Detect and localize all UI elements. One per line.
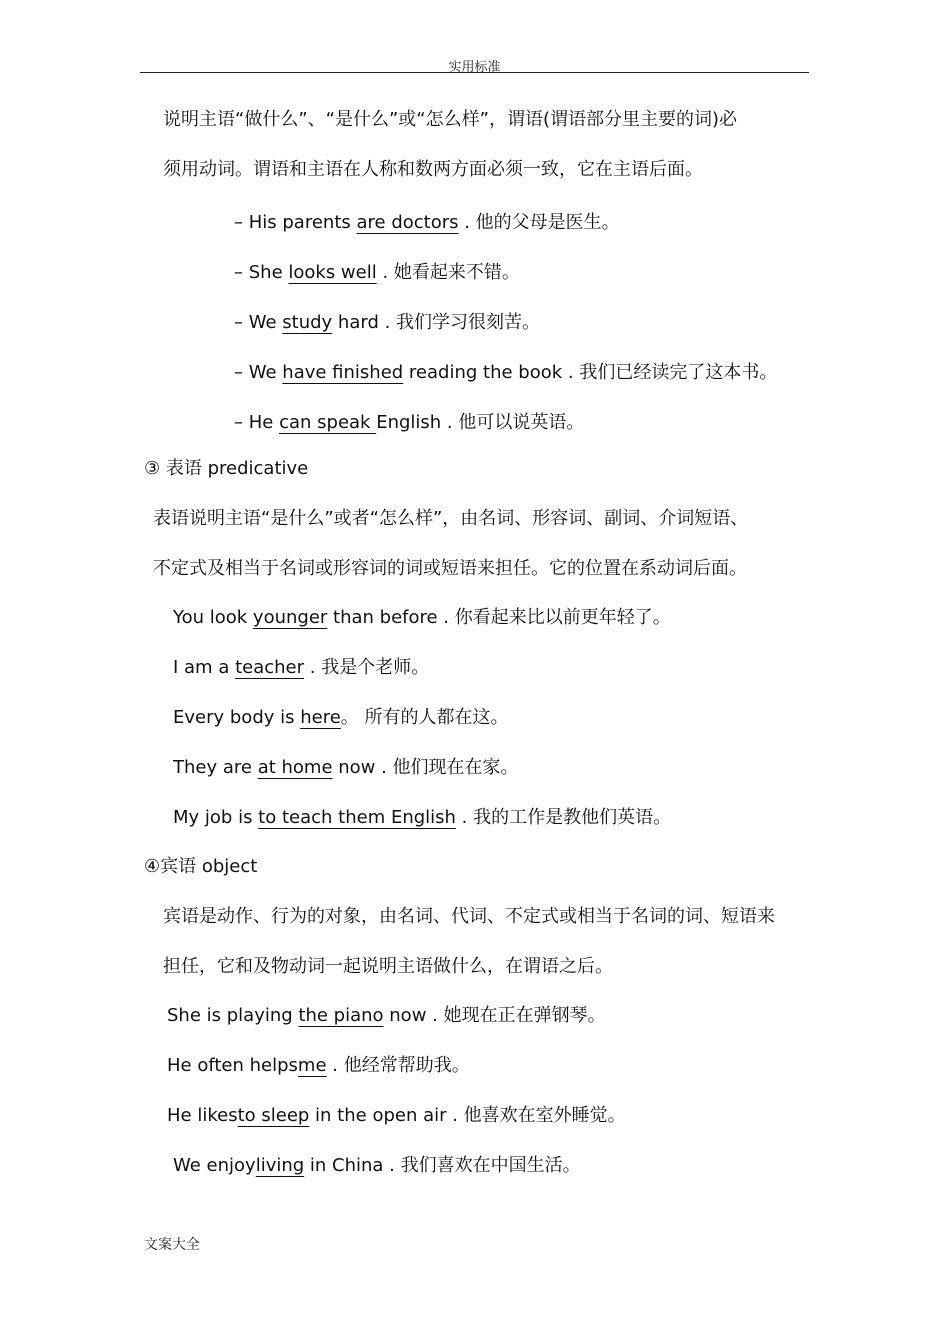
sentence-text: . 他经常帮助我。 (326, 1055, 470, 1076)
underlined-phrase: here (300, 707, 341, 728)
sentence-text: hard . 我们学习很刻苦。 (332, 312, 541, 333)
bullet-dash: – (234, 212, 243, 233)
example-sentence (234, 261, 520, 285)
sentence-text: now . 他们现在在家。 (332, 757, 519, 778)
sentence-text: in the open air . 他喜欢在室外睡觉。 (309, 1105, 626, 1126)
example-sentence (234, 411, 584, 435)
sentence-text: She (248, 262, 289, 283)
sentence-text: in China . 我们喜欢在中国生活。 (304, 1155, 581, 1176)
sentence-text: We (248, 362, 283, 383)
object-para-line-2: 担任，它和及物动词一起说明主语做什么，在谓语之后。 (163, 956, 613, 977)
example-sentence (173, 806, 671, 830)
sentence-text: They are (173, 757, 258, 778)
example-sentence (173, 656, 429, 680)
example-sentence (173, 756, 519, 780)
underlined-phrase: to teach them English (258, 807, 456, 828)
example-sentence (167, 1054, 470, 1078)
underlined-phrase: the piano (298, 1005, 384, 1026)
sentence-text: . 她看起来不错。 (376, 262, 520, 283)
sentence-text: I am a (173, 657, 236, 678)
sentence-text: His parents (248, 212, 357, 233)
bullet-dash: – (234, 412, 243, 433)
example-sentence (234, 211, 620, 235)
underlined-phrase: me (297, 1055, 327, 1076)
example-sentence (173, 1154, 581, 1178)
sentence-text: He (248, 412, 280, 433)
sentence-text: . 他的父母是医生。 (458, 212, 620, 233)
sentence-text: Every body is (173, 707, 301, 728)
underlined-phrase: are doctors (356, 212, 459, 233)
predicative-para-line-2: 不定式及相当于名词或形容词的词或短语来担任。它的位置在系动词后面。 (153, 558, 747, 579)
example-sentence (167, 1104, 626, 1128)
section-heading-object: ④宾语 object (144, 856, 258, 877)
underlined-phrase: looks well (288, 262, 377, 283)
sentence-text: He likes (167, 1105, 238, 1126)
section-heading-predicative: ③ 表语 predicative (144, 458, 309, 479)
sentence-text: My job is (173, 807, 259, 828)
example-sentence (167, 1004, 606, 1028)
sentence-text: He often helps (167, 1055, 298, 1076)
underlined-phrase: teacher (235, 657, 305, 678)
underlined-phrase: living (255, 1155, 305, 1176)
sentence-text: 。 所有的人都在这。 (340, 707, 509, 728)
sentence-text: We (248, 312, 283, 333)
underlined-phrase: to sleep (237, 1105, 310, 1126)
subject-para-line-2: 须用动词。谓语和主语在人称和数两方面必须一致，它在主语后面。 (163, 159, 703, 180)
bullet-dash: – (234, 312, 243, 333)
sentence-text: You look (173, 607, 253, 628)
sentence-text: than before . 你看起来比以前更年轻了。 (327, 607, 671, 628)
sentence-text: We enjoy (173, 1155, 256, 1176)
sentence-text: . 我是个老师。 (304, 657, 430, 678)
sentence-text: now . 她现在正在弹钢琴。 (383, 1005, 606, 1026)
header-rule (140, 72, 809, 73)
underlined-phrase: can speak (279, 412, 377, 433)
page-footer: 文案大全 (144, 1237, 200, 1253)
sentence-text: English . 他可以说英语。 (376, 412, 585, 433)
underlined-phrase: younger (252, 607, 328, 628)
sentence-text: . 我的工作是教他们英语。 (455, 807, 672, 828)
predicative-para-line-1: 表语说明主语“是什么”或者“怎么样”，由名词、形容词、副词、介词短语、 (153, 508, 749, 529)
example-sentence (234, 311, 540, 335)
example-sentence (173, 706, 509, 730)
bullet-dash: – (234, 262, 243, 283)
underlined-phrase: study (282, 312, 333, 333)
sentence-text: reading the book . 我们已经读完了这本书。 (403, 362, 778, 383)
underlined-phrase: at home (257, 757, 333, 778)
underlined-phrase: have finished (282, 362, 404, 383)
sentence-text: She is playing (167, 1005, 299, 1026)
bullet-dash: – (234, 362, 243, 383)
example-sentence (234, 361, 777, 385)
subject-para-line-1: 说明主语“做什么”、“是什么”或“怎么样”，谓语(谓语部分里主要的词)必 (163, 109, 737, 130)
object-para-line-1: 宾语是动作、行为的对象，由名词、代词、不定式或相当于名词的词、短语来 (163, 906, 775, 927)
example-sentence (173, 606, 671, 630)
page-header: 实用标准 (448, 60, 501, 75)
